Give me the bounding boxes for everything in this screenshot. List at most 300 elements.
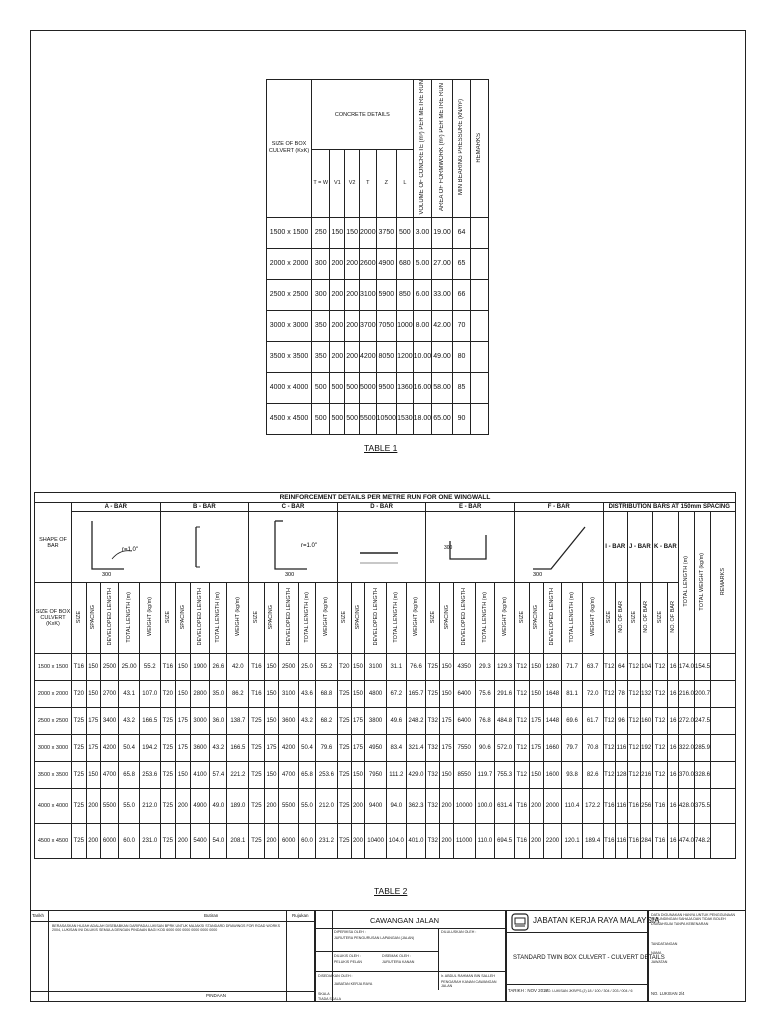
table-cell: 200 bbox=[330, 279, 345, 310]
bar-column-header: TOTAL LENGTH (m) bbox=[298, 583, 315, 654]
table-cell: 5500 bbox=[360, 403, 377, 434]
table-row bbox=[267, 403, 489, 434]
table-cell bbox=[711, 735, 736, 762]
table-cell: 160 bbox=[640, 708, 652, 735]
table-cell: 500 bbox=[312, 403, 330, 434]
table-cell: 216.0 bbox=[678, 681, 694, 708]
table-cell: 90.6 bbox=[475, 735, 495, 762]
table-cell: 200 bbox=[175, 789, 190, 824]
table-cell: 216 bbox=[640, 762, 652, 789]
bar-column-header: SIZE bbox=[160, 583, 175, 654]
table-cell: 3600 bbox=[190, 735, 209, 762]
table-cell: 150 bbox=[351, 654, 365, 681]
table1-caption: TABLE 1 bbox=[364, 443, 398, 453]
t2-shape-label: SHAPE OF BAR bbox=[35, 503, 72, 583]
table-cell: 375.5 bbox=[694, 789, 710, 824]
dilulus-label: DILULUSKAN OLEH : bbox=[441, 930, 477, 934]
table-cell: 154.5 bbox=[694, 654, 710, 681]
table-cell: 6400 bbox=[453, 681, 475, 708]
table-cell: 253.6 bbox=[316, 762, 338, 789]
bar-column-header: DEVELOPED LENGTH bbox=[365, 583, 387, 654]
table-row bbox=[267, 217, 489, 248]
table-cell: 321.4 bbox=[406, 735, 426, 762]
table-cell: 150 bbox=[86, 762, 100, 789]
table-cell: 200 bbox=[330, 310, 345, 341]
table-cell: T12 bbox=[603, 654, 615, 681]
table-row bbox=[35, 789, 736, 824]
bar-column-header: SIZE bbox=[249, 583, 264, 654]
table-cell: 150 bbox=[529, 681, 543, 708]
direka-label: DILUKIS OLEH : bbox=[334, 954, 361, 958]
table-cell: 128 bbox=[615, 762, 627, 789]
pindaan-label: PINDAAN bbox=[206, 993, 227, 998]
table-row bbox=[35, 654, 736, 681]
t1-size-header: SIZE OF BOX CULVERT (KxK) bbox=[267, 80, 312, 218]
dilulus-title: PENGARAH KANAN CAWANGAN JALAN bbox=[441, 980, 497, 989]
table-cell: T16 bbox=[514, 824, 529, 859]
table-cell: T16 bbox=[652, 824, 667, 859]
table-cell: T16 bbox=[603, 824, 615, 859]
table-cell: T12 bbox=[514, 762, 529, 789]
table-cell: 200 bbox=[351, 824, 365, 859]
table-cell: 500 bbox=[345, 372, 360, 403]
table-cell: 175 bbox=[86, 735, 100, 762]
table-cell: T12 bbox=[603, 681, 615, 708]
table-cell: 3400 bbox=[100, 708, 118, 735]
distribution-column-header: SIZE bbox=[627, 583, 640, 654]
distribution-column-header: NO. OF BAR bbox=[615, 583, 627, 654]
table-cell: 16 bbox=[668, 708, 679, 735]
table-cell: 200 bbox=[529, 789, 543, 824]
table-cell: 3.00 bbox=[413, 217, 432, 248]
table-cell: T25 bbox=[337, 824, 351, 859]
table-cell: T16 bbox=[652, 789, 667, 824]
table-cell: 31.1 bbox=[386, 654, 406, 681]
t1-sub-header: Z bbox=[376, 150, 396, 217]
table-cell: 5000 bbox=[360, 372, 377, 403]
t2-size-label: SIZE OF BOX CULVERT (KxK) bbox=[35, 583, 72, 654]
t2-group-b: B - BAR bbox=[160, 503, 249, 512]
table-cell: 86.2 bbox=[227, 681, 249, 708]
k-bar-label: K - BAR bbox=[652, 512, 678, 583]
table-cell: 96 bbox=[615, 708, 627, 735]
i-bar-label: I - BAR bbox=[603, 512, 627, 583]
t2-group-e: E - BAR bbox=[426, 503, 515, 512]
table-row bbox=[35, 762, 736, 789]
table-cell: 175 bbox=[175, 708, 190, 735]
table-cell: 116 bbox=[615, 824, 627, 859]
table-cell: 9500 bbox=[376, 372, 396, 403]
table-cell bbox=[470, 372, 488, 403]
table-cell: T12 bbox=[652, 735, 667, 762]
table-cell: 65 bbox=[452, 248, 470, 279]
bar-column-header: SIZE bbox=[426, 583, 440, 654]
table-cell: 350 bbox=[312, 310, 330, 341]
table-cell: 284 bbox=[640, 824, 652, 859]
table-cell: 104 bbox=[640, 654, 652, 681]
table-cell: 75.6 bbox=[475, 681, 495, 708]
t2-total-length-header: TOTAL LENGTH (m) bbox=[678, 512, 694, 654]
table-cell: 138.7 bbox=[227, 708, 249, 735]
table-cell: 200 bbox=[529, 824, 543, 859]
table-cell: T16 bbox=[603, 789, 615, 824]
table-cell: 174.0 bbox=[678, 654, 694, 681]
table-cell: 150 bbox=[264, 654, 279, 681]
table-row bbox=[35, 735, 736, 762]
bar-column-header: SPACING bbox=[86, 583, 100, 654]
table-cell: 231.0 bbox=[139, 824, 160, 859]
table-cell: 401.0 bbox=[406, 824, 426, 859]
table-cell: 90 bbox=[452, 403, 470, 434]
distribution-column-header: NO. OF BAR bbox=[640, 583, 652, 654]
table-cell: 166.5 bbox=[227, 735, 249, 762]
reinforcement-details-table bbox=[34, 492, 736, 859]
table-cell: 175 bbox=[351, 735, 365, 762]
disemak-label: DISEMAK OLEH : bbox=[382, 954, 411, 958]
table-cell: T25 bbox=[249, 762, 264, 789]
table-cell: 2000 bbox=[360, 217, 377, 248]
table-cell: T32 bbox=[426, 735, 440, 762]
table-cell: 484.8 bbox=[495, 708, 515, 735]
table-cell: T25 bbox=[249, 735, 264, 762]
e-bar-shape-icon bbox=[430, 513, 510, 579]
table-cell: 1200 bbox=[397, 341, 414, 372]
table-cell: 85 bbox=[452, 372, 470, 403]
table-cell: 285.9 bbox=[694, 735, 710, 762]
tarikh-value: TARIKH : NOV 2017 bbox=[508, 988, 548, 993]
table-cell: 175 bbox=[529, 708, 543, 735]
table-cell: T12 bbox=[652, 654, 667, 681]
table-cell: 50.4 bbox=[119, 735, 140, 762]
table-cell: 26.6 bbox=[210, 654, 227, 681]
table-cell: 200 bbox=[345, 310, 360, 341]
table-cell: 2200 bbox=[543, 824, 561, 859]
table-cell bbox=[470, 279, 488, 310]
table-cell: 16 bbox=[668, 681, 679, 708]
table-cell: 43.1 bbox=[119, 681, 140, 708]
table-cell: 81.1 bbox=[562, 681, 583, 708]
table-cell: 4800 bbox=[365, 681, 387, 708]
table-cell: 300 bbox=[312, 279, 330, 310]
table-cell: 221.2 bbox=[227, 762, 249, 789]
t1-sub-header: L bbox=[397, 150, 414, 217]
table-cell: 200 bbox=[86, 824, 100, 859]
table-row bbox=[267, 248, 489, 279]
table-cell bbox=[470, 341, 488, 372]
table-cell: 8050 bbox=[376, 341, 396, 372]
table-cell: 189.4 bbox=[582, 824, 603, 859]
table-row bbox=[35, 681, 736, 708]
table-cell: 256 bbox=[640, 789, 652, 824]
c-bar-shape-icon bbox=[253, 513, 333, 579]
table-cell: 474.0 bbox=[678, 824, 694, 859]
bar-column-header: TOTAL LENGTH (m) bbox=[475, 583, 495, 654]
table-cell: 67.2 bbox=[386, 681, 406, 708]
table-cell: 2500 bbox=[279, 654, 298, 681]
table-cell bbox=[711, 824, 736, 859]
table-cell: 49.00 bbox=[432, 341, 453, 372]
table-cell: T25 bbox=[160, 762, 175, 789]
table-cell: 291.6 bbox=[495, 681, 515, 708]
t2-group-d: D - BAR bbox=[337, 503, 426, 512]
table-cell: 9400 bbox=[365, 789, 387, 824]
table-cell: 64 bbox=[615, 654, 627, 681]
culvert-size-cell: 1500 x 1500 bbox=[35, 654, 72, 681]
table-cell: T12 bbox=[652, 681, 667, 708]
table-cell: 116 bbox=[615, 735, 627, 762]
table-cell: 1360 bbox=[397, 372, 414, 403]
table-cell: 200 bbox=[264, 789, 279, 824]
bar-column-header: TOTAL LENGTH (m) bbox=[562, 583, 583, 654]
table-cell: 1600 bbox=[543, 762, 561, 789]
table-cell: 200 bbox=[351, 789, 365, 824]
table-cell: 200 bbox=[440, 789, 454, 824]
table-cell: T25 bbox=[72, 762, 87, 789]
table-cell: 200 bbox=[330, 341, 345, 372]
table-cell: 132 bbox=[640, 681, 652, 708]
table-cell: T25 bbox=[337, 708, 351, 735]
table-cell: 1000 bbox=[397, 310, 414, 341]
t1-sub-header: T bbox=[360, 150, 377, 217]
table-cell: 748.2 bbox=[694, 824, 710, 859]
bar-column-header: WEIGHT (kg/m) bbox=[582, 583, 603, 654]
table-cell: T16 bbox=[627, 824, 640, 859]
table-cell: 25.00 bbox=[119, 654, 140, 681]
table-cell: 248.2 bbox=[406, 708, 426, 735]
culvert-size-cell: 3500 x 3500 bbox=[35, 762, 72, 789]
table-cell: 150 bbox=[175, 681, 190, 708]
table-cell: 54.0 bbox=[210, 824, 227, 859]
table-cell: 175 bbox=[351, 708, 365, 735]
table-cell: 4200 bbox=[279, 735, 298, 762]
table-cell: 66 bbox=[452, 279, 470, 310]
disemak-name: JURUTERA KANAN bbox=[382, 960, 415, 964]
table-cell: 58.00 bbox=[432, 372, 453, 403]
bar-column-header: SPACING bbox=[175, 583, 190, 654]
t1-concrete-details-header: CONCRETE DETAILS bbox=[312, 80, 414, 150]
table-cell: 212.0 bbox=[316, 789, 338, 824]
table-cell: 18.00 bbox=[413, 403, 432, 434]
bar-column-header: WEIGHT (kg/m) bbox=[406, 583, 426, 654]
table-cell: 4900 bbox=[190, 789, 209, 824]
table-cell: 43.2 bbox=[298, 708, 315, 735]
table-cell: 1660 bbox=[543, 735, 561, 762]
distribution-column-header: SIZE bbox=[603, 583, 615, 654]
table-cell: T25 bbox=[337, 735, 351, 762]
table-cell: 78 bbox=[615, 681, 627, 708]
table-cell: T25 bbox=[337, 681, 351, 708]
table-cell: 120.1 bbox=[562, 824, 583, 859]
table-cell: 25.0 bbox=[298, 654, 315, 681]
table-cell: 16 bbox=[668, 824, 679, 859]
table-cell: T12 bbox=[627, 654, 640, 681]
agency-name: JABATAN KERJA RAYA MALAYSIA bbox=[533, 916, 660, 925]
table-cell: 79.6 bbox=[316, 735, 338, 762]
concrete-details-table bbox=[266, 79, 489, 435]
table-cell: T16 bbox=[72, 654, 87, 681]
t1-sub-header: V1 bbox=[330, 150, 345, 217]
table-cell: 150 bbox=[345, 217, 360, 248]
table-cell: 35.0 bbox=[210, 681, 227, 708]
table-cell: 61.7 bbox=[582, 708, 603, 735]
f-bar-shape bbox=[514, 512, 603, 583]
table-cell: 2000 bbox=[543, 789, 561, 824]
t1-sub-header: T = W bbox=[312, 150, 330, 217]
table-cell: 43.2 bbox=[119, 708, 140, 735]
table-cell bbox=[711, 654, 736, 681]
table-cell: T20 bbox=[72, 681, 87, 708]
culvert-size-cell: 3500 x 3500 bbox=[267, 341, 312, 372]
table-cell: 4900 bbox=[376, 248, 396, 279]
table-cell: 172.2 bbox=[582, 789, 603, 824]
table-cell: 82.6 bbox=[582, 762, 603, 789]
table-cell: 150 bbox=[86, 681, 100, 708]
table-cell: 175 bbox=[264, 735, 279, 762]
table-cell: 43.2 bbox=[210, 735, 227, 762]
bar-column-header: TOTAL LENGTH (m) bbox=[386, 583, 406, 654]
table-cell: 5400 bbox=[190, 824, 209, 859]
table-cell: 3000 bbox=[190, 708, 209, 735]
e-bar-shape bbox=[426, 512, 515, 583]
table-cell: 150 bbox=[264, 708, 279, 735]
bar-column-header: WEIGHT (kg/m) bbox=[495, 583, 515, 654]
bar-column-header: WEIGHT (kg/m) bbox=[227, 583, 249, 654]
table-cell: 200 bbox=[264, 824, 279, 859]
table-cell: 231.2 bbox=[316, 824, 338, 859]
table-row bbox=[267, 341, 489, 372]
table-cell: 10500 bbox=[376, 403, 396, 434]
table-cell bbox=[470, 248, 488, 279]
table-cell: 55.2 bbox=[139, 654, 160, 681]
table-cell: 36.0 bbox=[210, 708, 227, 735]
table-cell: T16 bbox=[249, 681, 264, 708]
table-cell: T32 bbox=[426, 789, 440, 824]
table-cell: 2500 bbox=[100, 654, 118, 681]
culvert-size-cell: 3000 x 3000 bbox=[267, 310, 312, 341]
table-cell: T20 bbox=[337, 654, 351, 681]
distribution-column-header: NO. OF BAR bbox=[668, 583, 679, 654]
table-cell: 150 bbox=[351, 762, 365, 789]
table-row bbox=[35, 708, 736, 735]
table-cell: 250 bbox=[312, 217, 330, 248]
table-cell: 16 bbox=[668, 654, 679, 681]
a-bar-shape-icon bbox=[76, 513, 156, 579]
table-cell: 192 bbox=[640, 735, 652, 762]
table-cell: 200 bbox=[345, 248, 360, 279]
b-bar-shape-icon bbox=[164, 513, 244, 579]
table-cell: 150 bbox=[264, 762, 279, 789]
table-cell: 63.7 bbox=[582, 654, 603, 681]
table-cell: T25 bbox=[337, 789, 351, 824]
table-cell: 175 bbox=[440, 708, 454, 735]
svg-text:r=1.0": r=1.0" bbox=[121, 547, 138, 553]
t2-group-distribution: DISTRIBUTION BARS AT 150mm SPACING bbox=[603, 503, 735, 512]
table-cell: 429.0 bbox=[406, 762, 426, 789]
table-cell: 1280 bbox=[543, 654, 561, 681]
table-cell: T25 bbox=[160, 789, 175, 824]
dilulus-name: Ir. ABDUL RAHMAN BIN SALLEH bbox=[441, 974, 495, 978]
bar-column-header: SIZE bbox=[337, 583, 351, 654]
table-cell: 16 bbox=[668, 762, 679, 789]
table-cell: 16.00 bbox=[413, 372, 432, 403]
table-cell bbox=[711, 681, 736, 708]
table-cell: 110.0 bbox=[475, 824, 495, 859]
table-cell: 3800 bbox=[365, 708, 387, 735]
table-cell: 175 bbox=[529, 735, 543, 762]
table-cell: 200 bbox=[345, 279, 360, 310]
table-cell: 6400 bbox=[453, 708, 475, 735]
table-cell: 76.6 bbox=[406, 654, 426, 681]
skala-value: TIADA SKALA bbox=[318, 997, 341, 1001]
skala-label: SKALA bbox=[318, 992, 330, 996]
b-bar-shape bbox=[160, 512, 249, 583]
table-cell: 175 bbox=[86, 708, 100, 735]
table-cell: 208.1 bbox=[227, 824, 249, 859]
table-cell: 57.4 bbox=[210, 762, 227, 789]
amendment-note: BERASASKAN HUJAH ADALAH DISEBABKAN DARIPADA LUKISAN BPRK UNTUK MAJAKSI STANDARD DRAWINGS FOR ROAD WORKS 2004, LUKISAN INI DILUKIS SEMULA DENGAN PINDAAN BAGI KOD 6000 000 0000 0000 0000 0000 bbox=[52, 924, 280, 933]
culvert-size-cell: 4500 x 4500 bbox=[267, 403, 312, 434]
table-cell: 129.3 bbox=[495, 654, 515, 681]
table-row bbox=[35, 824, 736, 859]
table-cell: 80 bbox=[452, 341, 470, 372]
t2-total-weight-header: TOTAL WEIGHT (kg/m) bbox=[694, 512, 710, 654]
table2-caption: TABLE 2 bbox=[374, 886, 408, 896]
bar-column-header: SPACING bbox=[351, 583, 365, 654]
table-cell: 68.8 bbox=[316, 681, 338, 708]
bar-column-header: DEVELOPED LENGTH bbox=[190, 583, 209, 654]
table-cell: 10000 bbox=[453, 789, 475, 824]
table-cell: T25 bbox=[160, 708, 175, 735]
table-cell: 4200 bbox=[100, 735, 118, 762]
table-cell: 27.00 bbox=[432, 248, 453, 279]
table-cell: 175 bbox=[175, 735, 190, 762]
table-cell: 165.7 bbox=[406, 681, 426, 708]
table-cell: 5500 bbox=[279, 789, 298, 824]
table-cell: 150 bbox=[175, 762, 190, 789]
table-cell: T25 bbox=[72, 824, 87, 859]
table-cell: 362.3 bbox=[406, 789, 426, 824]
table-cell: T25 bbox=[160, 824, 175, 859]
table-cell: 29.3 bbox=[475, 654, 495, 681]
bar-column-header: SIZE bbox=[514, 583, 529, 654]
table-cell: 247.5 bbox=[694, 708, 710, 735]
table-cell: 55.2 bbox=[316, 654, 338, 681]
table-cell: 200 bbox=[330, 248, 345, 279]
table-cell: 175 bbox=[440, 735, 454, 762]
table-cell: T12 bbox=[627, 708, 640, 735]
drawing-title: STANDARD TWIN BOX CULVERT - CULVERT DETAILS bbox=[513, 955, 665, 961]
table-cell: 42.0 bbox=[227, 654, 249, 681]
table-cell: 150 bbox=[529, 762, 543, 789]
table-cell: T20 bbox=[160, 681, 175, 708]
table-cell: T12 bbox=[627, 681, 640, 708]
direka-name: PELUKIS PELAN bbox=[334, 960, 362, 964]
table-cell: 104.0 bbox=[386, 824, 406, 859]
table-cell: 500 bbox=[330, 403, 345, 434]
table-cell: T12 bbox=[514, 735, 529, 762]
table-cell: 850 bbox=[397, 279, 414, 310]
table-cell: T25 bbox=[160, 735, 175, 762]
t1-remarks-header: REMARKS bbox=[470, 80, 488, 218]
table-cell: 11000 bbox=[453, 824, 475, 859]
table-cell: 50.4 bbox=[298, 735, 315, 762]
table-cell: 500 bbox=[397, 217, 414, 248]
svg-text:300: 300 bbox=[532, 572, 542, 578]
table-cell: 7050 bbox=[376, 310, 396, 341]
table-cell: 76.8 bbox=[475, 708, 495, 735]
table-cell: 3750 bbox=[376, 217, 396, 248]
table-cell: T12 bbox=[514, 708, 529, 735]
